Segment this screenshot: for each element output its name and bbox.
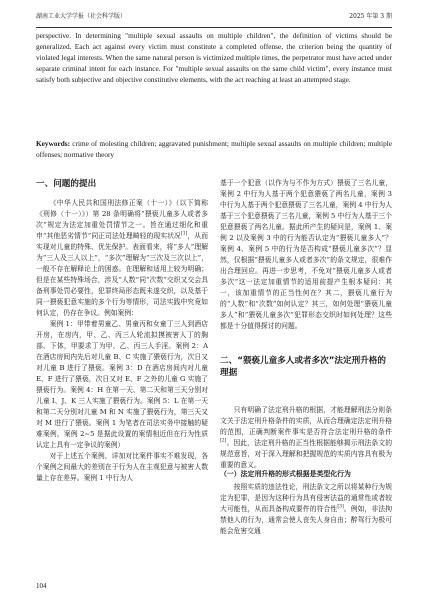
citation-3: [3]: [337, 504, 344, 510]
subsection-1-title: （一）法定刑升格的形式根据是类型化行为: [220, 470, 351, 478]
issue-label: 2025 年第 3 期: [349, 13, 392, 20]
header-divider: [36, 27, 392, 28]
english-abstract-continuation: perspective. In determining "multiple sexual assaults on multiple children", the definition of victims should be generalized. Each act against every victim must constitute a completed offense, the criterion being the quantity of violated legal interests. When the same natural person is victimized multiple times, the perpetrator must have acted under separate criminal intent for each instance. For "multiple sexual assaults on the same child victim", every instance must satisfy both subjective and objective constitutive elements, with the act reaching at least an attempted stage.: [36, 31, 392, 85]
subsection-1-paragraph: 按照实质的违法性论，刑法条文之所以将某种行为规定为犯罪，是因为这种行为具有侵害法益的通常性或者较大可能性，从而具备构成要件的符合性[3]。例如，非法拘禁他人的行为，通常会使人丧失人身自由；醉驾行为极可能会危害交通: [220, 483, 393, 535]
section-1-paragraph-1: 《中华人民共和国刑法修正案（十一）》（以下简称《刑修（十一）》）第 28 条明确将“猥亵儿童多人或者多次”规定为法定加重处罚情节之一。旨在通过细化和重申“其他恶劣情节”同正司法处理畸轻的现实状况[1]，从而实现对儿童的特殊、优先保护。表面看来，将“多人”理解为“三人及三人以上”，“多次”理解为“三次及三次以上”，一般不存在解释论上的困惑。在理解和适用上较为明确；但是在某些特殊场合，涉及“人数”同“次数”交织又交会具备刑事处罚必要性，犯罪终局形态既未遂交织，以及基于同一猥亵犯意实施的多个行为等情形，司法实践中究竟如何认定，仍存在争议。例如案例：: [36, 199, 208, 317]
right-column-top: [220, 178, 392, 332]
section-1-title: 一、问题的提出: [36, 179, 97, 189]
english-keywords: Keywords: crime of molesting children; aggravated punishment; multiple sexual assaults on multiple children; multiple offenses; normative theory: [36, 139, 392, 160]
running-header: [36, 10, 392, 24]
keywords-label: Keywords: [36, 139, 68, 148]
citation-2: [2]: [220, 438, 227, 444]
section-2-title: 二、“猥亵儿童多人或者多次”法定刑升格的理据: [220, 356, 386, 378]
section-1-paragraph-2: 案例 1：甲带着男童乙、男童丙和女童丁三人到酒店开房，在房内，甲、乙、丙三人轮流拟摸被害人丁的胸部、下体，甲要求丁为甲、乙、丙三人手淫。案例 2：A 在酒店房间内先后对儿童 B、C 实施了猥亵行为，次日又对儿童 B 进行了猥亵。案例 3：D 在酒店房间内对儿童 E、F 进行了猥亵，次日又对 E、F 之外的儿童 G 实施了猥亵行为。案例 4：H 在第一天、第二天和第三天分别对儿童 I、J、K 三人实施了猥亵行为。案例 5：L 在第一天和第二天分别对儿童 M 和 N 实施了猥亵行为，第三天又对 M 进行了猥亵。案例 1 为笔者在司法实务中接触的疑难案例，案例 2~5 是据此设置的案情相近但在行为性质认定上具有一定争议的案例）: [36, 320, 208, 449]
right-column-bottom: [220, 405, 392, 471]
journal-name: 湖南工业大学学报（社会科学版）: [36, 13, 127, 20]
section-2-paragraph-1: 只有明确了法定刑升格的根据，才能理解刑法分则条文关于法定刑升格条件的实质，从而合理确定法定刑升格的范围，正确判断案件事实是否符合法定刑升格的条件[2]。因此，法定刑升格的正当性根据能够揭示刑法条文的规范意旨，对于深入理解和把握规范的实质内容具有极为重要的意义。: [220, 406, 392, 469]
keywords-text: crime of molesting children; aggravated punishment; multiple sexual assaults on multiple children; multiple offenses; normative theory: [36, 139, 392, 160]
section-1-paragraph-3: 对于上述五个案例，详加对比案件事实不难发现，各个案例之间最大的差别在于行为人在主观犯意与被害人数量上存在差异。案例 1 中行为人: [36, 452, 208, 482]
right-column-subsection: [220, 482, 392, 537]
left-column: [36, 198, 208, 484]
page-number: 104: [36, 582, 47, 590]
citation-1: [1]: [180, 231, 188, 237]
right-column-paragraph-1: 基于一个犯意（以作为与不作为方式）猥亵了三名儿童，案例 2 中行为人基于两个犯意猥亵了两名儿童，案例 3 中行为人基于两个犯意猥亵了三名儿童，案例 4 中行为人基于三个犯意猥亵了三名儿童，案例 5 中行为人基于三个犯意猥亵了两名儿童。据此所产生的疑问是，案例 1、案例 2 以及案例 3 中的行为能否认定为“猥亵儿童多人”？案例 4、案例 5 中的行为是否构成“猥亵儿童多次”？显然，仅根据“猥亵儿童多人或者多次”的条文规定，很难作出合理回应。再进一步思考，不免对“猥亵儿童多人或者多次”这一法定加重情节的适用前提产生根本疑问：其一，该加重情节的正当性何在？其二，猥亵儿童行为的“人数”和“次数”如何认定？其三，如何处理“猥亵儿童多人”和“猥亵儿童多次”犯罪形态交织时如何处理？这些都是十分值得探讨的问题。: [220, 179, 392, 330]
